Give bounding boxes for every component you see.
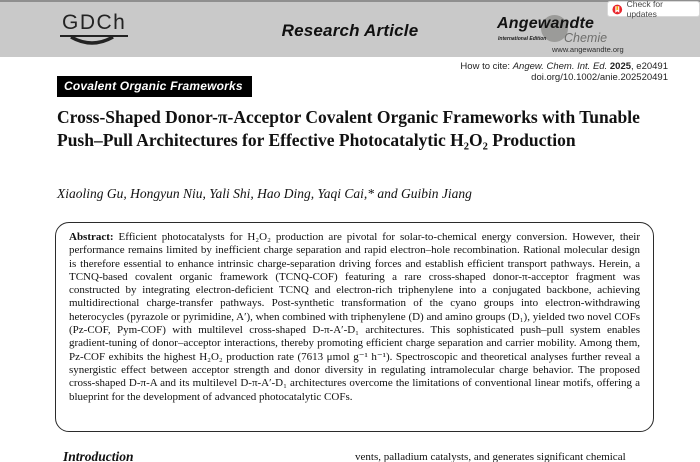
category-chip: Covalent Organic Frameworks: [57, 76, 252, 97]
citation-year: 2025: [609, 61, 632, 72]
citation-article-number: , e20491: [631, 61, 668, 72]
running-head-title: Research Article: [281, 21, 419, 40]
angewandte-edition: International Edition: [498, 36, 547, 42]
doi-link[interactable]: doi.org/10.1002/anie.202520491: [531, 72, 668, 83]
abstract-label: Abstract:: [69, 231, 114, 243]
article-title: Cross-Shaped Donor-π-Acceptor Covalent Organic Frameworks with Tunable Push–Pull Architectures for Effective Photocatalytic H₂O₂ Production: [57, 107, 640, 150]
journal-header-bar: [0, 0, 700, 57]
citation-prefix: How to cite:: [460, 61, 513, 72]
citation-block: [460, 61, 668, 83]
right-column-text-fragment: vents, palladium catalysts, and generates significant chemical: [355, 451, 626, 462]
citation-line: [460, 61, 668, 72]
gdch-logo-text: GDCh: [60, 11, 128, 37]
abstract-text: Efficient photocatalysts for H₂O₂ production are pivotal for solar-to-chemical energy conversion. However, their performance remains limited by inefficient charge separation and rapid electron–hole recombination. Rational molecular design is therefore essential to enhance intrinsic charge-separation driving forces and establish efficient transport pathways. Herein, a TCNQ-based covalent organic framework (TCNQ-COF) featuring a rare cross-shaped donor-π-acceptor fragment was constructed by integrating electron-deficient TCNQ and electron-rich triphenylene into a conjugated backbone, achieving multidirectional charge-transfer pathways. Post-synthetic transformation of the cyano groups into electron-withdrawing heterocycles (pyrazole or pyrimidine, A′), when combined with triphenylene (D) and amino groups (D₁), yielded two novel COFs (Pz-COF, Pym-COF) with multilevel cross-shaped D-π-A′-D₁ architectures. This sophisticated push–pull system enables gradient-tuning of donor–acceptor interactions, thereby promoting efficient charge separation and carrier mobility. Among them, Pz-COF exhibits the highest H₂O₂ production rate (7613 μmol g⁻¹ h⁻¹). Spectroscopic and theoretical analyses further reveal a synergistic effect between acceptor strength and donor diversity in regulating intramolecular charge behavior. The proposed cross-shaped D-π-A and its multilevel D-π-A′-D₁ architectures overcome the limitations of conventional linear motifs, offering a blueprint for the development of advanced photocatalytic COFs.: [69, 231, 640, 403]
crossmark-icon: [612, 4, 623, 15]
citation-journal: Angew. Chem. Int. Ed.: [512, 61, 610, 72]
abstract-box: [55, 222, 654, 432]
angewandte-chemie: Chemie: [564, 31, 608, 45]
check-for-updates-label: Check for updates: [626, 0, 663, 19]
author-list: Xiaoling Gu, Hongyun Niu, Yali Shi, Hao Ding, Yaqi Cai,* and Guibin Jiang: [57, 186, 472, 201]
angewandte-name: Angewandte: [497, 15, 595, 32]
abstract-paragraph: [69, 231, 640, 404]
angewandte-url-link[interactable]: www.angewandte.org: [552, 45, 624, 54]
check-for-updates-button[interactable]: [607, 1, 700, 17]
introduction-heading: Introduction: [63, 449, 134, 462]
